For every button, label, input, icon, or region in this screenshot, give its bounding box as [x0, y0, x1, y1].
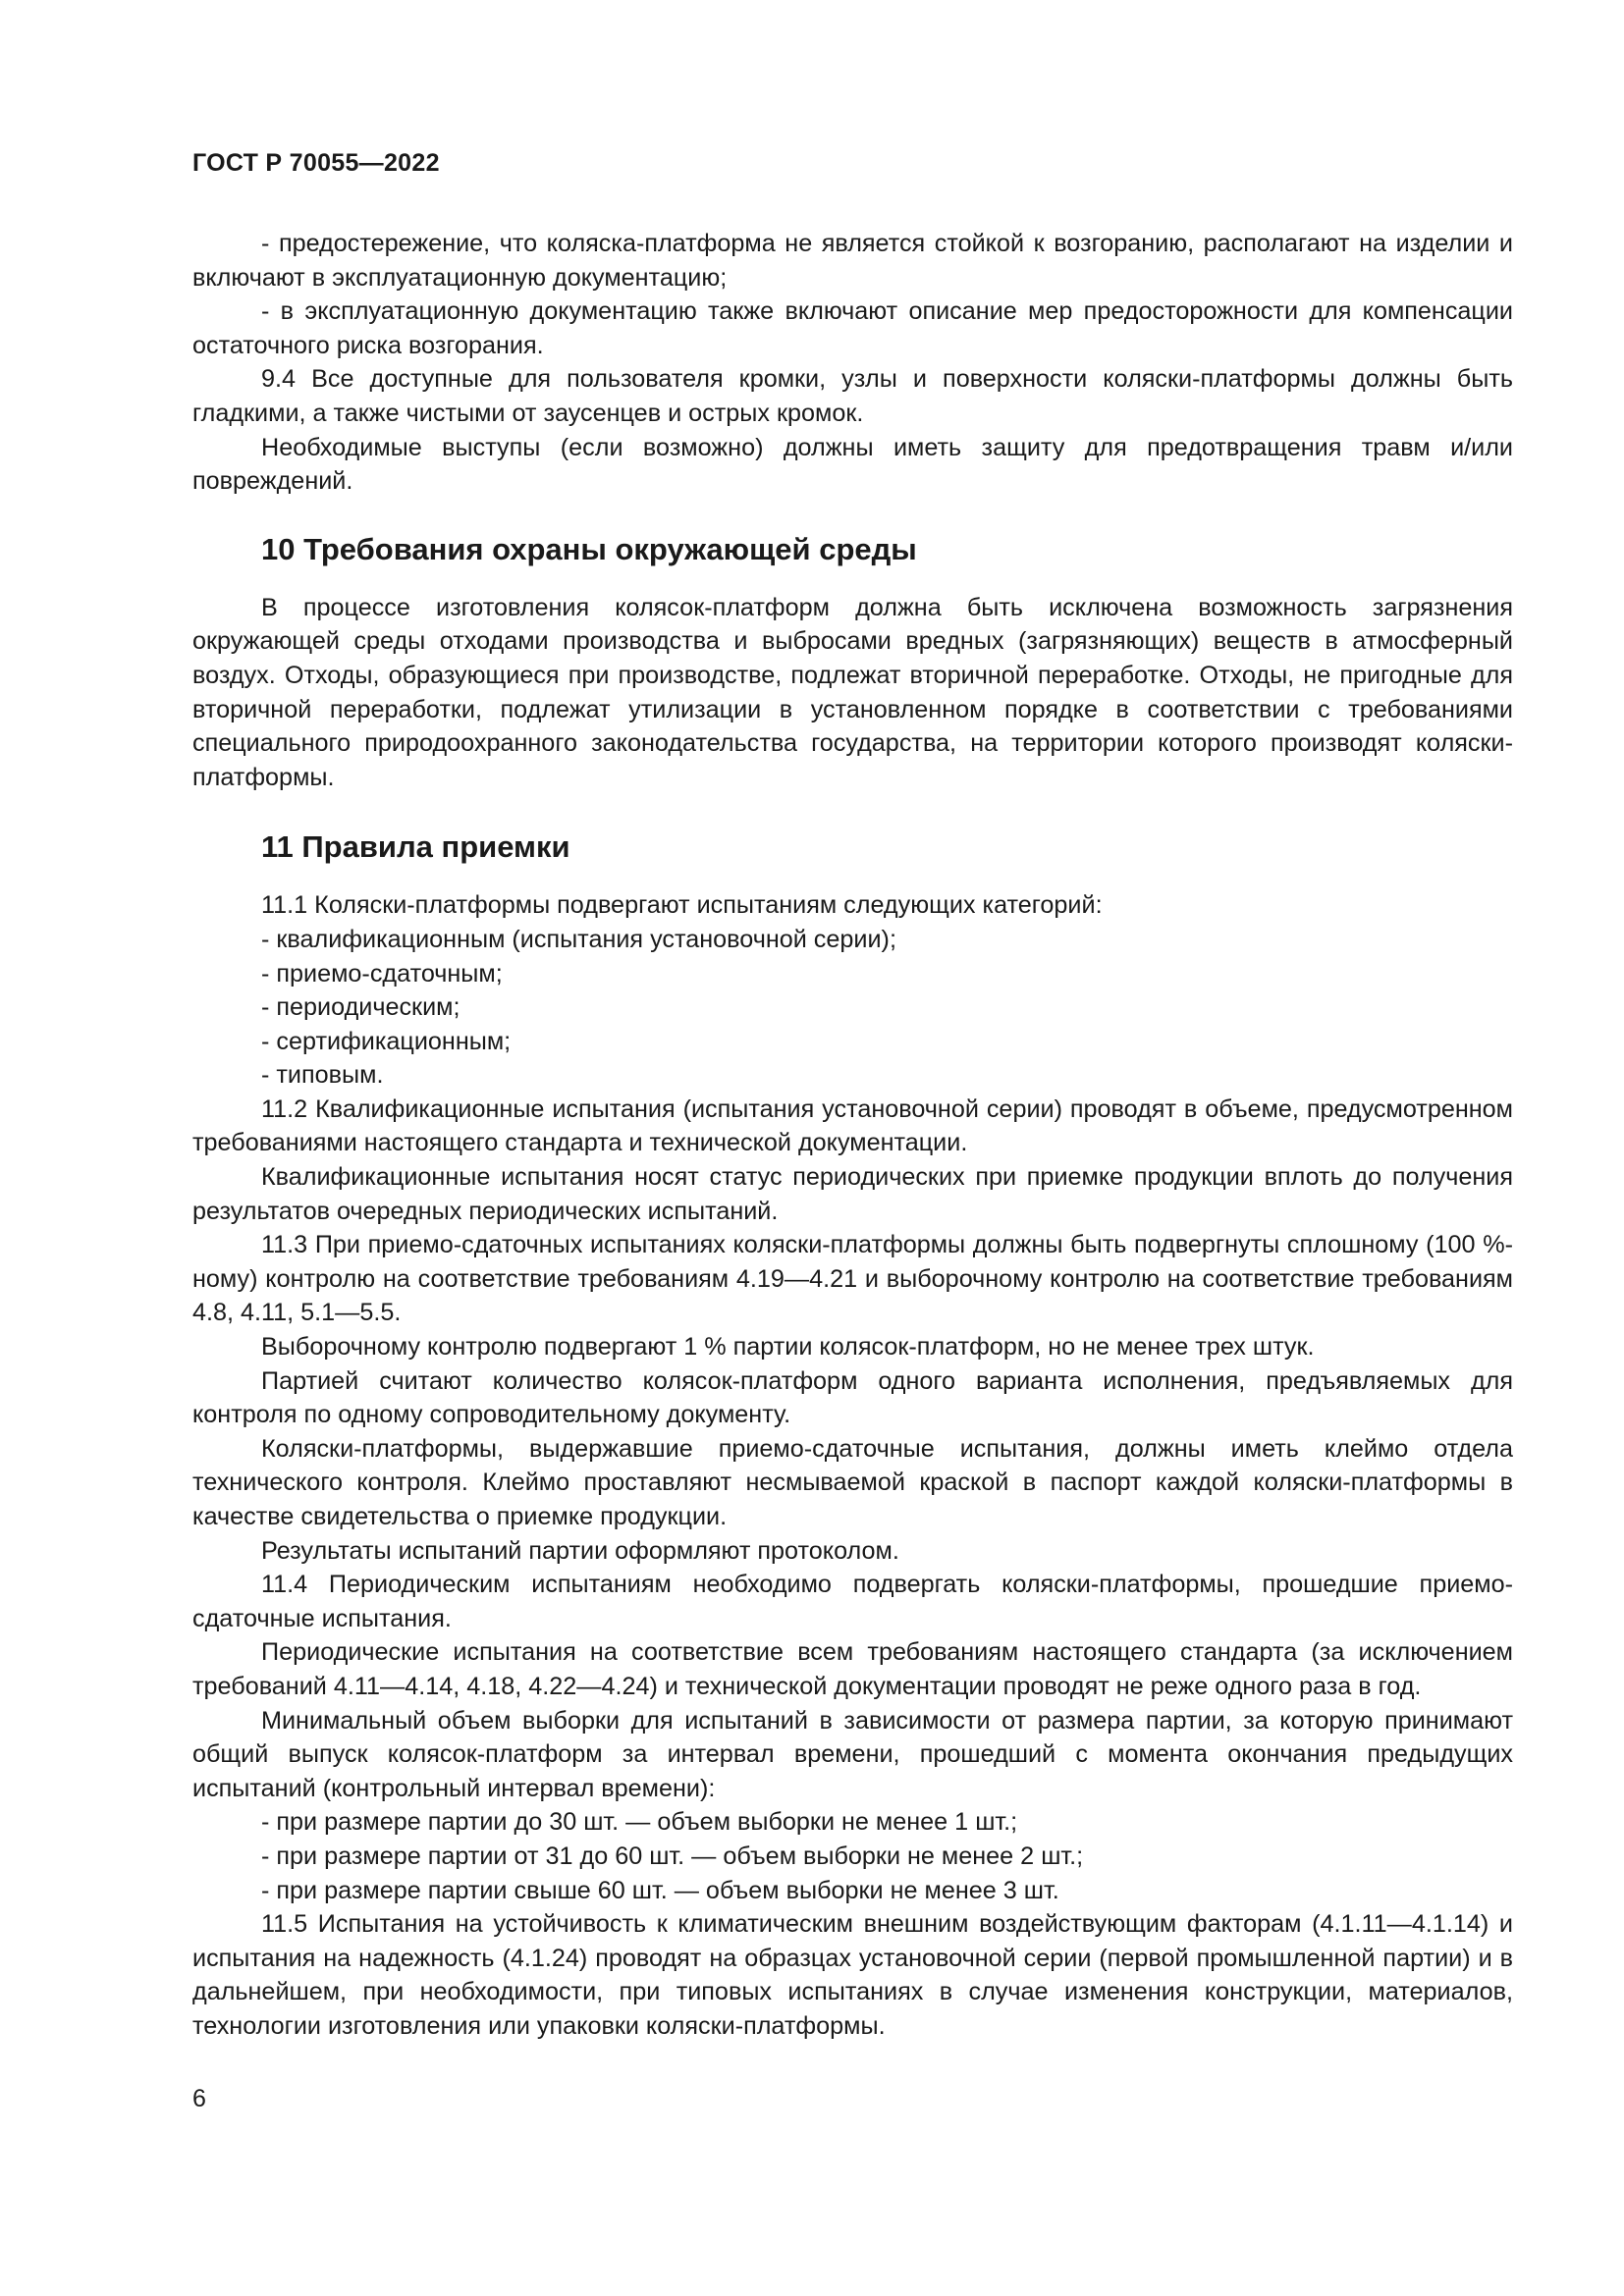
paragraph: Партией считают количество колясок-платформ одного варианта исполнения, предъявляемых для контроля по одному сопроводительному документу.	[192, 1366, 1513, 1429]
paragraph: В процессе изготовления колясок-платформ должна быть исключена возможность загрязнения окружающей среды отходами производства и выбросами вредных (загрязняющих) веществ в атмосферный воздух. Отходы, образующиеся при производстве, подлежат вторичной переработке. Отходы, не пригодные для вторичной переработки, подлежат утилизации в установленном порядке в соответствии с требованиями специального природоохранного законодательства государства, на территории которого производят коляски-платформы.	[192, 593, 1513, 791]
paragraph: 11.3 При приемо-сдаточных испытаниях коляски-платформы должны быть подвергнуты сплошному (100 %-ному) контролю на соответствие требованиям 4.19—4.21 и выборочному контролю на соответствие требованиям 4.8, 4.11, 5.1—5.5.	[192, 1231, 1513, 1327]
paragraph: 11.5 Испытания на устойчивость к климатическим внешним воздействующим факторам (4.1.11—4.1.14) и испытания на надежность (4.1.24) проводят на образцах установочной серии (первой промышленной партии) и в дальнейшем, при необходимости, при типовых испытаниях в случае изменения конструкции, материалов, технологии изготовления или упаковки коляски-платформы.	[192, 1910, 1513, 2040]
section-heading: 10 Требования охраны окружающей среды	[261, 531, 917, 566]
paragraph: - квалификационным (испытания установочной серии);	[261, 925, 896, 953]
paragraph: - предостережение, что коляска-платформа не является стойкой к возгоранию, располагают на изделии и включают в эксплуатационную документацию;	[192, 230, 1513, 292]
paragraph: Периодические испытания на соответствие всем требованиям настоящего стандарта (за исключением требований 4.11—4.14, 4.18, 4.22—4.24) и технической документации проводят не реже одного раза в год.	[192, 1638, 1513, 1700]
paragraph: - при размере партии до 30 шт. — объем выборки не менее 1 шт.;	[261, 1808, 1018, 1837]
paragraph: Минимальный объем выборки для испытаний в зависимости от размера партии, за которую принимают общий выпуск колясок-платформ за интервал времени, прошедший с момента окончания предыдущих испытаний (контрольный интервал времени):	[192, 1706, 1513, 1802]
paragraph: - при размере партии свыше 60 шт. — объем выборки не менее 3 шт.	[261, 1876, 1059, 1904]
paragraph: Коляски-платформы, выдержавшие приемо-сдаточные испытания, должны иметь клеймо отдела технического контроля. Клеймо проставляют несмываемой краской в паспорт каждой коляски-платформы в качестве свидетельства о приемке продукции.	[192, 1434, 1513, 1530]
paragraph: 11.4 Периодическим испытаниям необходимо подвергать коляски-платформы, прошедшие приемо-сдаточные испытания.	[192, 1571, 1513, 1632]
paragraph: - в эксплуатационную документацию также включают описание мер предосторожности для компенсации остаточного риска возгорания.	[192, 297, 1513, 359]
paragraph: - при размере партии от 31 до 60 шт. — объем выборки не менее 2 шт.;	[261, 1842, 1084, 1870]
page-number: 6	[192, 2085, 206, 2112]
paragraph: - приемо-сдаточным;	[261, 959, 503, 988]
paragraph: Результаты испытаний партии оформляют протоколом.	[261, 1536, 899, 1565]
page-body	[192, 227, 1513, 2044]
paragraph: Квалификационные испытания носят статус периодических при приемке продукции вплоть до получения результатов очередных периодических испытаний.	[192, 1163, 1513, 1225]
page-header-standard-id: ГОСТ Р 70055—2022	[192, 149, 440, 177]
paragraph: Необходимые выступы (если возможно) должны иметь защиту для предотвращения травм и/или повреждений.	[192, 433, 1513, 496]
paragraph: - периодическим;	[261, 993, 460, 1022]
paragraph: - типовым.	[261, 1061, 384, 1090]
section-heading: 11 Правила приемки	[261, 829, 570, 865]
paragraph: 9.4 Все доступные для пользователя кромки, узлы и поверхности коляски-платформы должны быть гладкими, а также чистыми от заусенцев и острых кромок.	[192, 365, 1513, 427]
paragraph: 11.2 Квалификационные испытания (испытания установочной серии) проводят в объеме, предусмотренном требованиями настоящего стандарта и технической документации.	[192, 1095, 1513, 1157]
paragraph: Выборочному контролю подвергают 1 % партии колясок-платформ, но не менее трех штук.	[261, 1333, 1315, 1362]
paragraph: 11.1 Коляски-платформы подвергают испытаниям следующих категорий:	[261, 891, 1103, 920]
paragraph: - сертификационным;	[261, 1027, 512, 1055]
